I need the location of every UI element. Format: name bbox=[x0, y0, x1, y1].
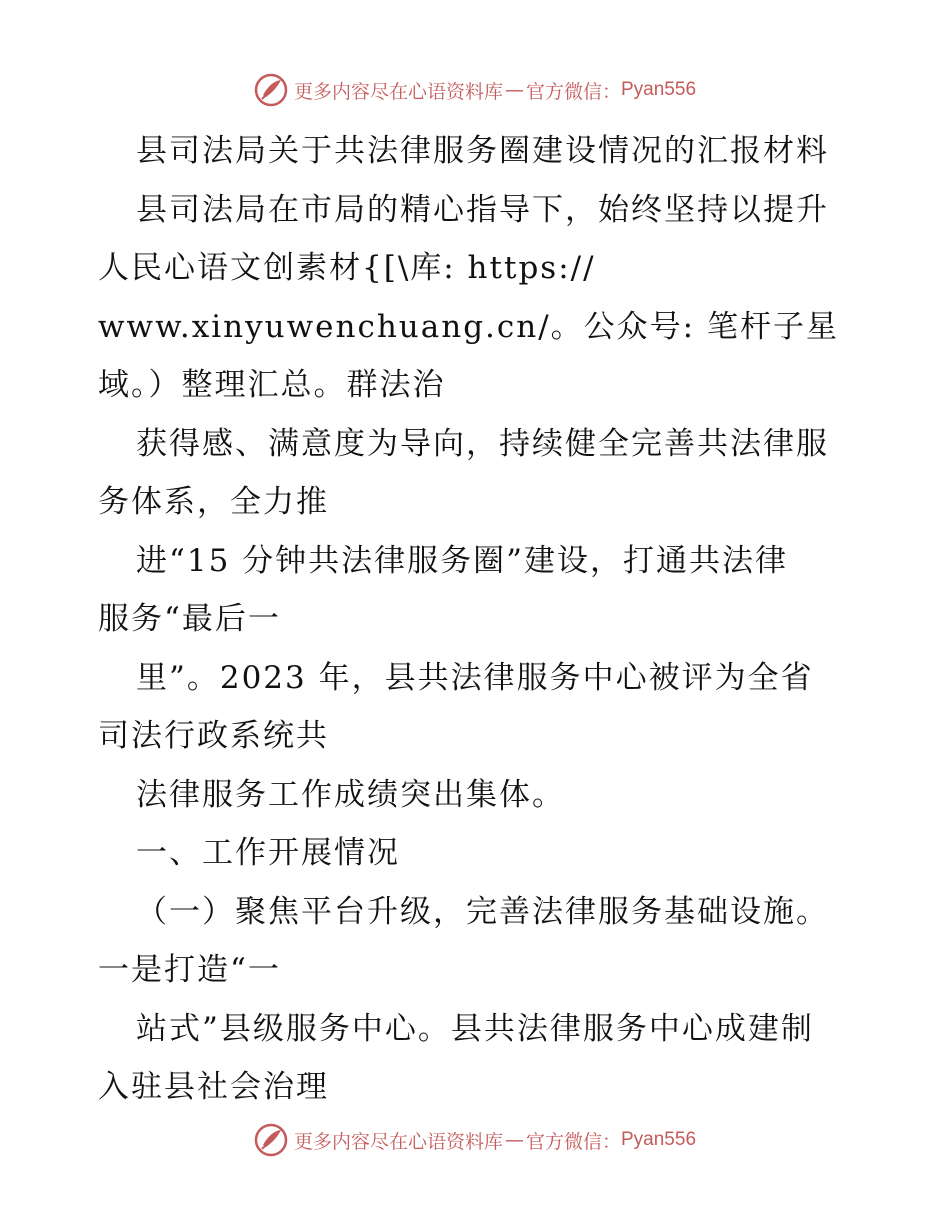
text-line: 法律服务工作成绩突出集体。 bbox=[136, 776, 565, 813]
text-line: 里”。2023 年，县共法律服务中心被评为全省 bbox=[136, 659, 814, 696]
text-line: 入驻县社会治理 bbox=[98, 1069, 329, 1105]
footer-watermark bbox=[0, 1120, 950, 1160]
banner-handle: Pyan556 bbox=[621, 79, 697, 100]
header-watermark bbox=[0, 70, 950, 110]
text-line: 司法行政系统共 bbox=[98, 718, 329, 754]
book-quill-icon bbox=[254, 1123, 288, 1157]
text-line: 获得感、满意度为导向，持续健全完善共法律服 bbox=[136, 425, 829, 462]
text-line: 一是打造“一 bbox=[98, 952, 281, 988]
document-body bbox=[98, 122, 858, 1117]
text-line: 人民心语文创素材{[\库: https:// bbox=[98, 250, 596, 286]
banner-separator: — bbox=[504, 79, 524, 101]
banner-separator: — bbox=[504, 1129, 524, 1151]
book-quill-icon bbox=[254, 73, 288, 107]
text-line: 域。）整理汇总。群法治 bbox=[98, 367, 446, 403]
banner-suffix: 官方微信： bbox=[525, 80, 621, 103]
banner-text: 更多内容尽在心语资料库 bbox=[293, 80, 503, 103]
text-line: 县司法局关于共法律服务圈建设情况的汇报材料 bbox=[136, 133, 829, 169]
text-line: 进“15 分钟共法律服务圈”建设，打通共法律 bbox=[136, 542, 788, 579]
text-line: 县司法局在市局的精心指导下，始终坚持以提升 bbox=[136, 191, 829, 228]
text-line: www.xinyuwenchuang.cn/。公众号: 笔杆子星 bbox=[98, 308, 839, 345]
text-line: （一）聚焦平台升级，完善法律服务基础设施。 bbox=[136, 893, 829, 930]
text-line: 站式”县级服务中心。县共法律服务中心成建制 bbox=[136, 1010, 814, 1047]
text-line: 务体系，全力推 bbox=[98, 484, 329, 520]
banner-handle: Pyan556 bbox=[621, 1129, 697, 1150]
text-line: 一、工作开展情况 bbox=[136, 835, 400, 871]
banner-suffix: 官方微信： bbox=[525, 1130, 621, 1153]
banner-text: 更多内容尽在心语资料库 bbox=[293, 1130, 503, 1153]
text-line: 服务“最后一 bbox=[98, 601, 281, 637]
